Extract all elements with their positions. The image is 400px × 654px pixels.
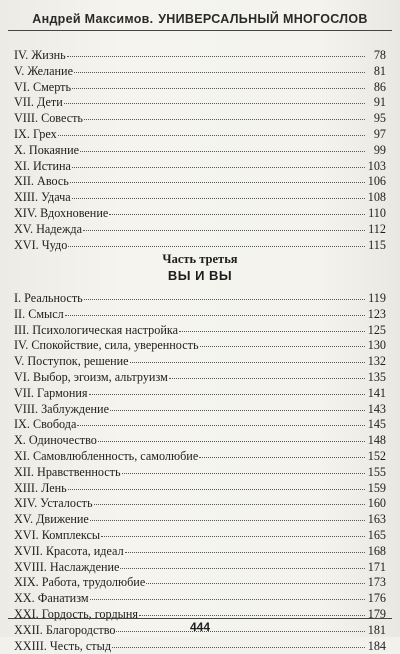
toc-leader-dots xyxy=(200,345,365,347)
toc-entry-page: 184 xyxy=(367,638,386,653)
toc-entry-page: 81 xyxy=(373,63,386,78)
toc-leader-dots xyxy=(120,567,365,569)
toc-entry-page: 97 xyxy=(373,126,386,141)
toc-entry-page: 119 xyxy=(368,291,386,305)
toc-leader-dots xyxy=(89,393,365,395)
toc-entry xyxy=(14,307,386,323)
toc-entry xyxy=(14,111,386,127)
toc-leader-dots xyxy=(72,197,365,199)
toc-entry xyxy=(14,417,386,433)
toc-entry xyxy=(14,174,386,190)
toc-entry-page: 108 xyxy=(367,190,386,205)
toc-entry xyxy=(14,190,386,206)
toc-leader-dots xyxy=(84,118,365,120)
toc-list-part-two xyxy=(14,48,386,253)
toc-entry-page: 110 xyxy=(368,205,386,220)
toc-leader-dots xyxy=(101,535,365,537)
toc-entry xyxy=(14,591,386,607)
toc-entry-title: XIII. Удача xyxy=(14,190,71,205)
toc-entry xyxy=(14,80,386,96)
toc-entry-page: 123 xyxy=(367,306,386,321)
toc-entry-title: XIX. Работа, трудолюбие xyxy=(14,575,146,590)
toc-entry-page: 176 xyxy=(367,591,386,606)
toc-entry-page: 159 xyxy=(367,480,386,495)
toc-leader-dots xyxy=(94,503,365,505)
toc-entry-page: 152 xyxy=(367,448,386,463)
toc-entry xyxy=(14,48,386,64)
toc-entry-page: 106 xyxy=(367,174,386,189)
toc-entry-title: XV. Движение xyxy=(14,512,89,527)
toc-leader-dots xyxy=(72,87,365,89)
toc-entry-page: 130 xyxy=(367,338,386,353)
toc-entry-page: 168 xyxy=(367,543,386,558)
toc-entry-title: IV. Спокойствие, сила, уверенность xyxy=(14,338,199,353)
toc-entry-title: XVII. Красота, идеал xyxy=(14,543,124,558)
toc-entry-title: XX. Фанатизм xyxy=(14,591,89,606)
toc-leader-dots xyxy=(179,330,365,332)
toc-entry-title: X. Покаяние xyxy=(14,142,79,157)
toc-leader-dots xyxy=(65,314,365,316)
toc-entry-title: X. Одиночество xyxy=(14,433,97,448)
toc-list-part-three xyxy=(14,291,386,654)
toc-entry-title: VII. Гармония xyxy=(14,385,88,400)
toc-entry xyxy=(14,370,386,386)
toc-leader-dots xyxy=(122,472,365,474)
toc-entry-title: XI. Истина xyxy=(14,158,71,173)
toc-entry xyxy=(14,127,386,143)
running-header xyxy=(10,8,390,30)
toc-entry xyxy=(14,323,386,339)
toc-entry xyxy=(14,206,386,222)
toc-entry xyxy=(14,481,386,497)
toc-entry-page: 103 xyxy=(367,158,386,173)
toc-entry-title: XXI. Гордость, гордыня xyxy=(14,606,138,621)
toc-leader-dots xyxy=(98,440,365,442)
toc-entry xyxy=(14,291,386,307)
toc-entry-title: XVIII. Наслаждение xyxy=(14,559,120,574)
toc-entry-page: 141 xyxy=(367,385,386,400)
toc-entry-page: 148 xyxy=(367,433,386,448)
toc-entry-page: 155 xyxy=(367,464,386,479)
toc-leader-dots xyxy=(112,646,365,648)
toc-entry-title: III. Психологическая настройка xyxy=(14,322,178,337)
page-number: 444 xyxy=(189,620,211,634)
toc-entry-title: II. Смысл xyxy=(14,306,64,321)
toc-leader-dots xyxy=(72,166,365,168)
header-book-title: УНИВЕРСАЛЬНЫЙ МНОГОСЛОВ xyxy=(158,12,368,26)
toc-leader-dots xyxy=(80,150,365,152)
part-title: ВЫ И ВЫ xyxy=(167,268,233,283)
toc-entry-page: 179 xyxy=(367,606,386,621)
toc-leader-dots xyxy=(125,551,365,553)
header-rule xyxy=(8,30,392,31)
toc-entry xyxy=(14,159,386,175)
toc-entry-title: XIII. Лень xyxy=(14,480,67,495)
part-label: Часть третья xyxy=(162,252,238,266)
toc-entry xyxy=(14,402,386,418)
toc-leader-dots xyxy=(90,519,365,521)
toc-entry xyxy=(14,386,386,402)
header-author: Андрей Максимов. xyxy=(32,12,154,26)
toc-entry-page: 112 xyxy=(368,221,386,236)
toc-entry-page: 173 xyxy=(367,575,386,590)
toc-entry-title: IX. Грех xyxy=(14,126,57,141)
toc-entry xyxy=(14,95,386,111)
toc-entry-title: XVI. Чудо xyxy=(14,237,68,252)
toc-leader-dots xyxy=(58,134,365,136)
toc-entry xyxy=(14,560,386,576)
toc-entry-page: 171 xyxy=(367,559,386,574)
toc-entry-title: VI. Выбор, эгоизм, альтруизм xyxy=(14,369,168,384)
toc-entry-title: I. Реальность xyxy=(14,291,83,305)
footer-rule xyxy=(8,618,392,619)
toc-entry-page: 135 xyxy=(367,369,386,384)
toc-entry xyxy=(14,575,386,591)
toc-leader-dots xyxy=(90,598,365,600)
toc-entry-title: VII. Дети xyxy=(14,95,63,110)
toc-entry-title: IV. Жизнь xyxy=(14,48,66,62)
toc-entry-page: 160 xyxy=(367,496,386,511)
toc-entry xyxy=(14,465,386,481)
toc-entry xyxy=(14,143,386,159)
toc-entry-title: XVI. Комплексы xyxy=(14,527,101,542)
toc-leader-dots xyxy=(67,55,365,57)
toc-entry-page: 78 xyxy=(373,48,386,62)
toc-entry-page: 143 xyxy=(367,401,386,416)
toc-leader-dots xyxy=(83,229,365,231)
toc-entry-page: 91 xyxy=(373,95,386,110)
toc-leader-dots xyxy=(68,245,365,247)
toc-leader-dots xyxy=(84,298,365,300)
toc-entry xyxy=(14,528,386,544)
toc-entry-title: VIII. Заблуждение xyxy=(14,401,109,416)
toc-leader-dots xyxy=(146,582,365,584)
toc-entry-page: 115 xyxy=(368,237,386,252)
toc-entry-title: VI. Смерть xyxy=(14,79,72,94)
toc-entry-page: 181 xyxy=(367,622,386,637)
toc-leader-dots xyxy=(109,213,365,215)
toc-entry-page: 163 xyxy=(367,512,386,527)
toc-leader-dots xyxy=(169,377,365,379)
toc-entry-page: 132 xyxy=(367,354,386,369)
toc-leader-dots xyxy=(77,424,365,426)
toc-entry-title: XV. Надежда xyxy=(14,221,82,236)
toc-entry-page: 165 xyxy=(367,527,386,542)
toc-entry-title: XXII. Благородство xyxy=(14,622,116,637)
toc-entry-title: IX. Свобода xyxy=(14,417,77,432)
toc-entry xyxy=(14,238,386,254)
toc-leader-dots xyxy=(199,456,365,458)
toc-entry-title: XII. Авось xyxy=(14,174,69,189)
toc-leader-dots xyxy=(68,488,365,490)
toc-entry xyxy=(14,433,386,449)
toc-entry-title: V. Желание xyxy=(14,63,73,78)
toc-entry-page: 95 xyxy=(373,111,386,126)
toc-entry-title: XII. Нравственность xyxy=(14,464,121,479)
toc-leader-dots xyxy=(139,614,365,616)
toc-entry-page: 125 xyxy=(367,322,386,337)
toc-entry-title: VIII. Совесть xyxy=(14,111,83,126)
toc-leader-dots xyxy=(110,409,365,411)
toc-leader-dots xyxy=(64,102,365,104)
toc-entry xyxy=(14,496,386,512)
toc-leader-dots xyxy=(70,181,365,183)
toc-entry-page: 86 xyxy=(373,79,386,94)
toc-entry-title: XIV. Вдохновение xyxy=(14,205,109,220)
toc-entry-page: 145 xyxy=(367,417,386,432)
toc-entry-page: 99 xyxy=(373,142,386,157)
toc-leader-dots xyxy=(130,361,365,363)
toc-entry xyxy=(14,449,386,465)
toc-entry-title: XI. Самовлюбленность, самолюбие xyxy=(14,448,199,463)
toc-entry-title: XXIII. Честь, стыд xyxy=(14,638,112,653)
toc-entry-title: XIV. Усталость xyxy=(14,496,93,511)
toc-entry xyxy=(14,639,386,654)
toc-entry xyxy=(14,512,386,528)
toc-entry xyxy=(14,222,386,238)
toc-leader-dots xyxy=(74,71,365,73)
toc-entry-title: V. Поступок, решение xyxy=(14,354,129,369)
toc-entry xyxy=(14,354,386,370)
toc-entry xyxy=(14,338,386,354)
toc-entry xyxy=(14,544,386,560)
toc-entry xyxy=(14,64,386,80)
